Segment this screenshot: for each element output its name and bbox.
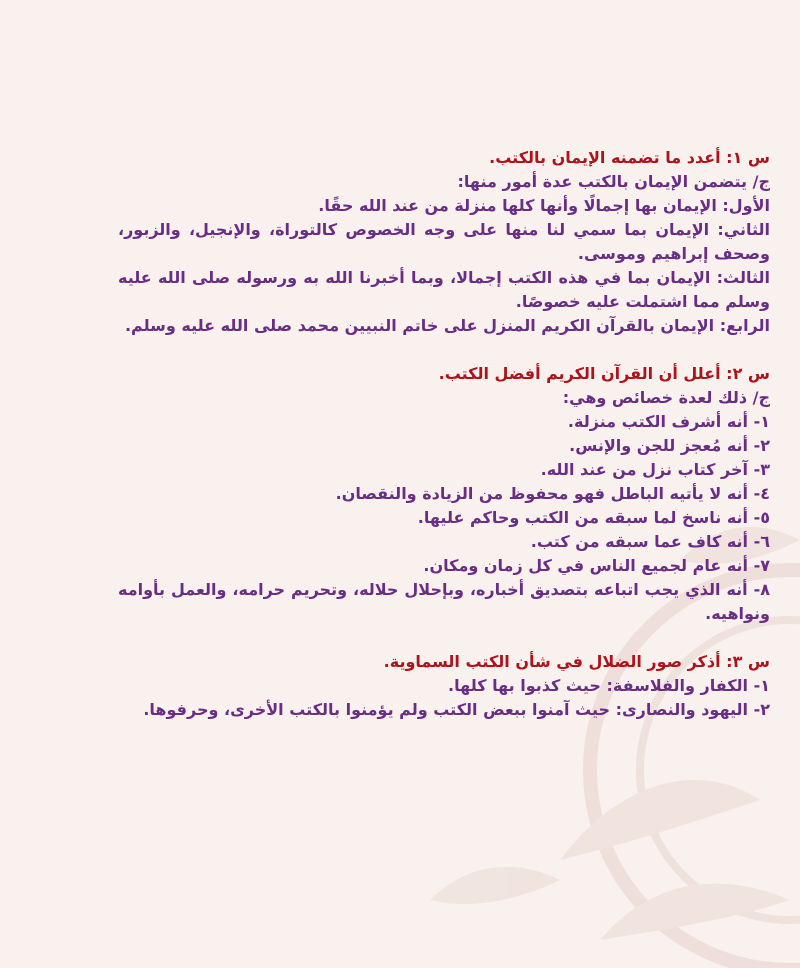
answer-2-item-6: ٦- أنه كاف عما سبقه من كتب. <box>530 532 770 551</box>
section-spacer <box>118 626 770 650</box>
section-spacer <box>118 338 770 362</box>
section-2 <box>118 362 770 626</box>
answer-2-item-7: ٧- أنه عام لجميع الناس في كل زمان ومكان. <box>423 556 770 575</box>
answer-2-item-8: ٨- أنه الذي يجب اتباعه بتصديق أخباره، وبإحلال حلاله، وتحريم حرامه، والعمل بأوامه ونواهيه. <box>118 580 770 623</box>
answer-2-line-1: ج/ ذلك لعدة خصائص وهي: <box>562 388 770 407</box>
answer-2-item-2: ٢- أنه مُعجز للجن والإنس. <box>569 436 770 455</box>
answer-3-item-2: ٢- اليهود والنصارى: حيث آمنوا ببعض الكتب ولم يؤمنوا بالكتب الأخرى، وحرفوها. <box>143 700 770 719</box>
answer-3-item-1: ١- الكفار والفلاسفة: حيث كذبوا بها كلها. <box>448 676 770 695</box>
answer-1-line-3: الثاني: الإيمان بما سمي لنا منها على وجه الخصوص كالتوراة، والإنجيل، والزبور، وصحف إبراهيم وموسى. <box>118 220 770 263</box>
answer-2-item-3: ٣- آخر كتاب نزل من عند الله. <box>540 460 770 479</box>
question-1: س ١: أعدد ما تضمنه الإيمان بالكتب. <box>489 148 770 167</box>
answer-1-line-4: الثالث: الإيمان بما في هذه الكتب إجمالا، وبما أخبرنا الله به ورسوله صلى الله عليه وسلم مما اشتملت عليه خصوصًا. <box>118 268 770 311</box>
section-3 <box>118 650 770 722</box>
question-3: س ٣: أذكر صور الضلال في شأن الكتب السماوية. <box>383 652 770 671</box>
answer-2-item-1: ١- أنه أشرف الكتب منزلة. <box>567 412 770 431</box>
content-area <box>118 146 770 722</box>
answer-2-item-4: ٤- أنه لا يأتيه الباطل فهو محفوظ من الزيادة والنقصان. <box>335 484 770 503</box>
question-2: س ٢: أعلل أن القرآن الكريم أفضل الكتب. <box>438 364 770 383</box>
answer-1-line-5: الرابع: الإيمان بالقرآن الكريم المنزل على خاتم النبيين محمد صلى الله عليه وسلم. <box>124 316 770 335</box>
answer-2-item-5: ٥- أنه ناسخ لما سبقه من الكتب وحاكم عليها. <box>417 508 770 527</box>
answer-1-line-2: الأول: الإيمان بها إجمالًا وأنها كلها منزلة من عند الله حقًا. <box>318 196 770 215</box>
answer-1-line-1: ج/ يتضمن الإيمان بالكتب عدة أمور منها: <box>457 172 770 191</box>
section-1 <box>118 146 770 338</box>
